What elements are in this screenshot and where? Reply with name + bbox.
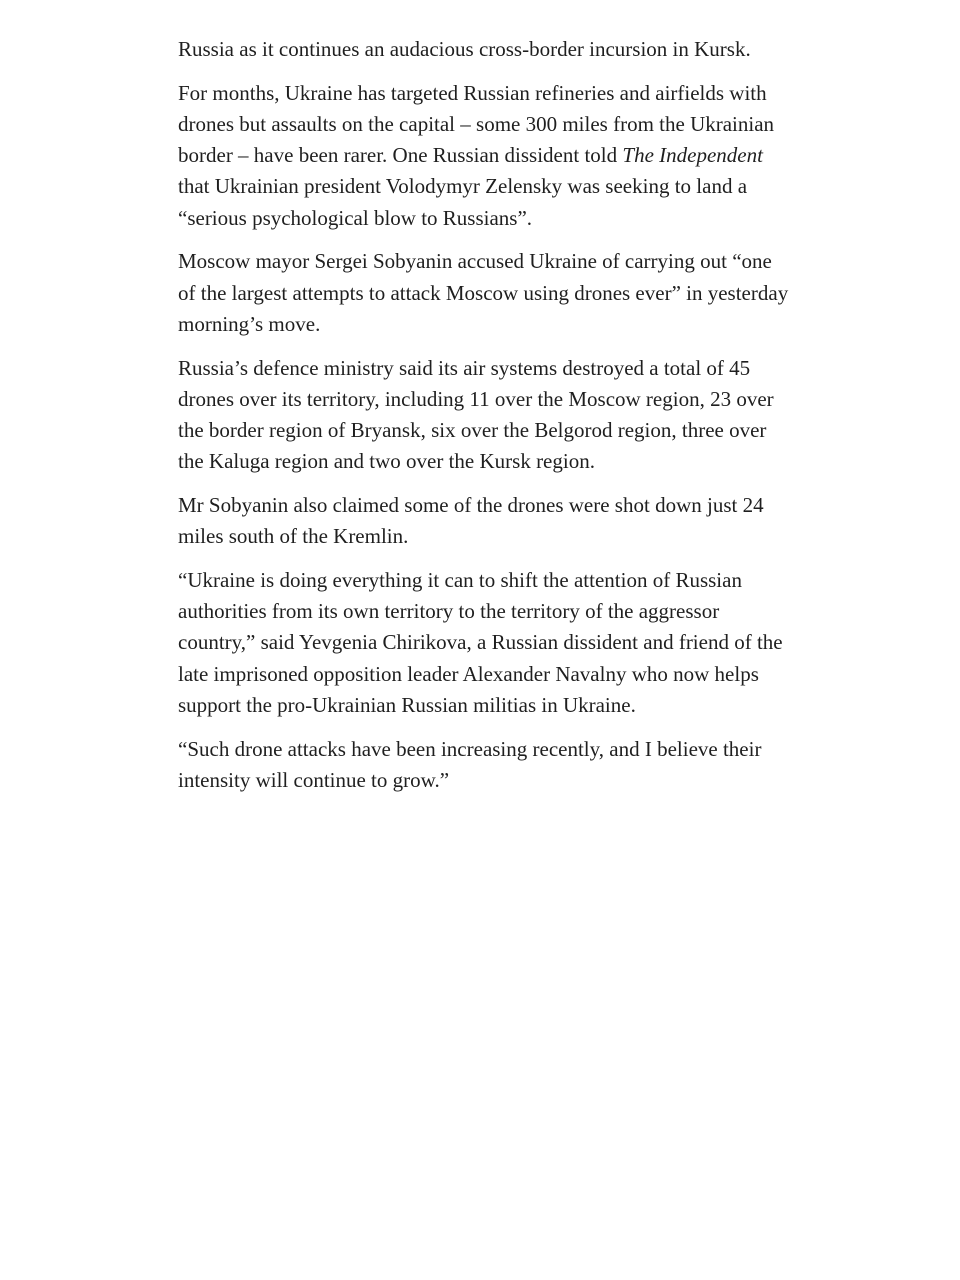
paragraph-defence-ministry: Russia’s defence ministry said its air systems destroyed a total of 45 drones over its territory, including 11 over the Moscow region, 23 over the border region of Bryansk, six over the Belgorod region, three over the Kaluga region and two over the Kursk region. [178,355,774,474]
publication-name: The Independent [622,143,763,168]
paragraph-text-before: For months, Ukraine has targeted Russian refineries and airfields with drones but assaults on the capital – some 300 miles from the Ukrainian border – have been rarer. One Russian dissident told [178,80,775,168]
article-body [178,34,790,809]
paragraph-moscow-mayor: Moscow mayor Sergei Sobyanin accused Ukraine of carrying out “one of the largest attempts to attack Moscow using drones ever” in yesterday morning’s move. [178,249,789,336]
paragraph-targeted-refineries [178,78,790,234]
paragraph-chirikova-quote: “Ukraine is doing everything it can to shift the attention of Russian authorities from its own territory to the territory of the aggressor country,” said Yevgenia Chirikova, a Russian dissident and friend of the late imprisoned opposition leader Alexander Navalny who now helps support the pro-Ukrainian Russian militias in Ukraine. [178,568,783,717]
paragraph-drone-attacks-quote: “Such drone attacks have been increasing recently, and I believe their intensity will continue to grow.” [178,736,762,792]
paragraph-kremlin: Mr Sobyanin also claimed some of the drones were shot down just 24 miles south of the Kremlin. [178,493,764,549]
paragraph-text-after: that Ukrainian president Volodymyr Zelensky was seeking to land a “serious psychological blow to Russians”. [178,174,748,230]
paragraph-incursion: Russia as it continues an audacious cross-border incursion in Kursk. [178,37,751,61]
